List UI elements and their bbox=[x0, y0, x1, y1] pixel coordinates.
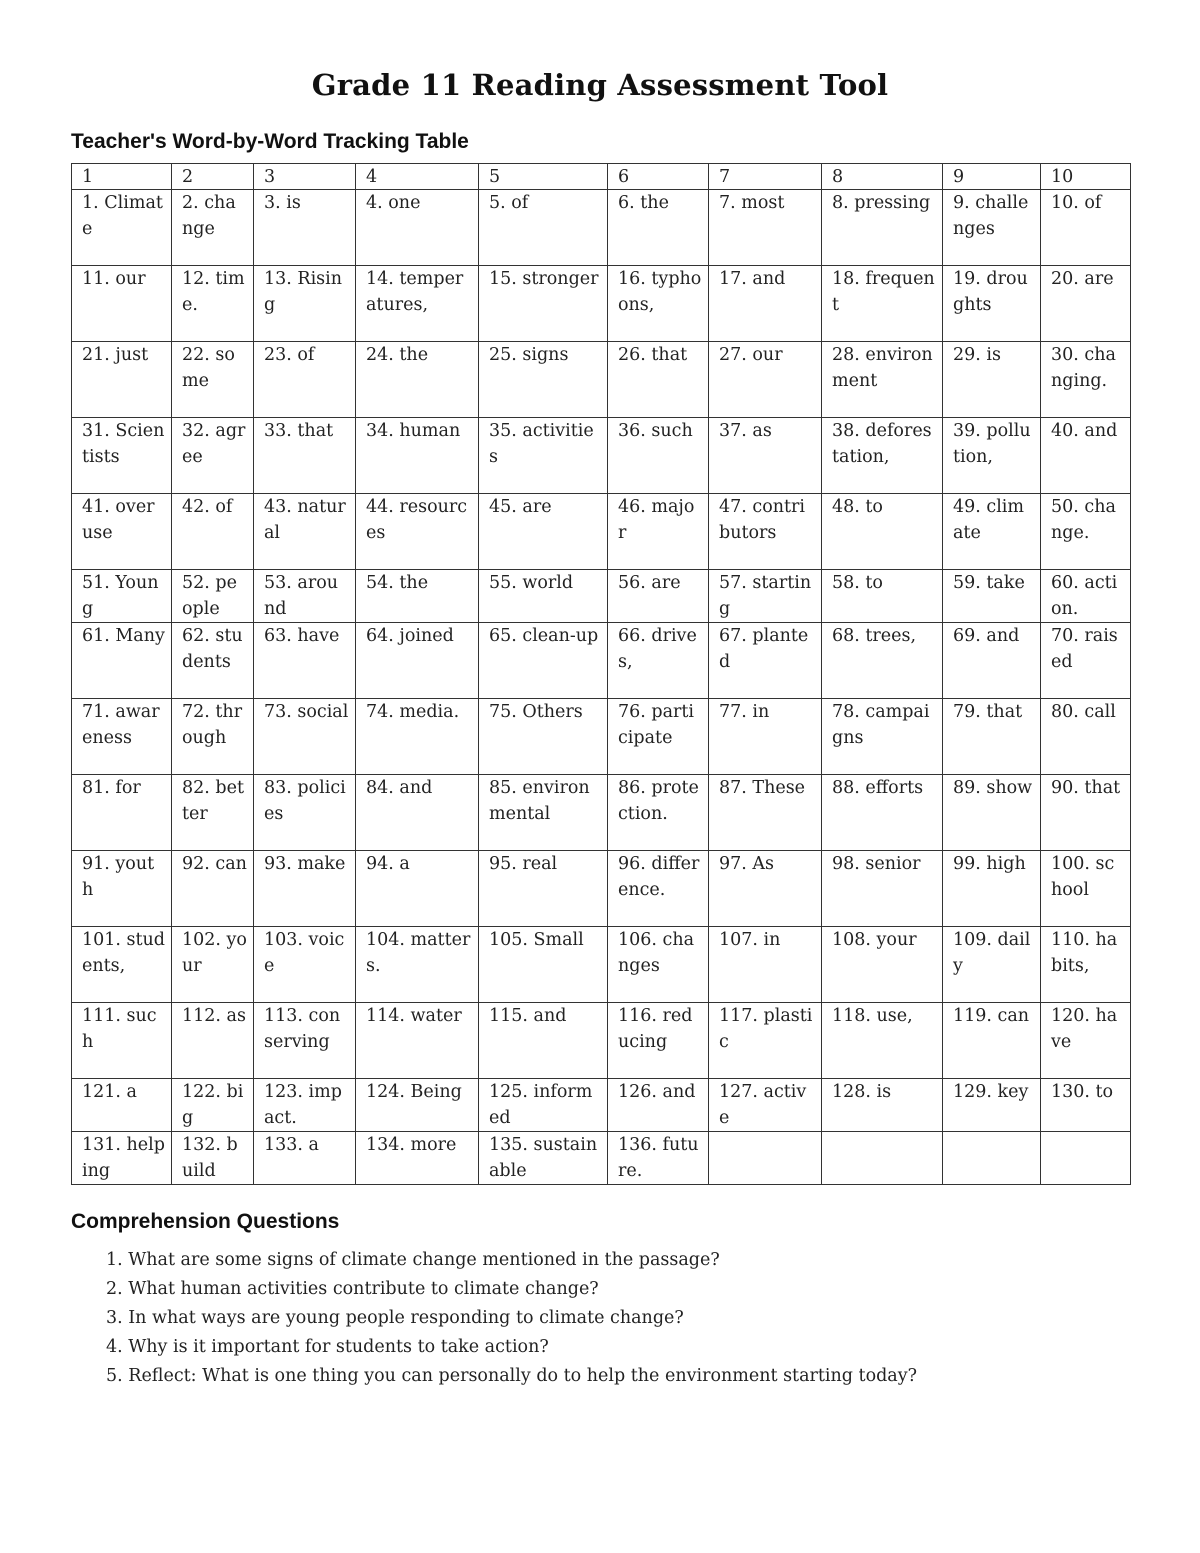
word-cell: 20. are bbox=[1041, 266, 1131, 342]
word-cell: 34. human bbox=[356, 418, 479, 494]
word-cell: 100. school bbox=[1041, 851, 1131, 927]
word-cell: 6. the bbox=[608, 190, 709, 266]
column-header: 6 bbox=[608, 164, 709, 190]
word-cell: 49. climate bbox=[943, 494, 1041, 570]
column-header: 7 bbox=[709, 164, 822, 190]
word-cell: 72. through bbox=[172, 699, 254, 775]
word-cell: 88. efforts bbox=[822, 775, 943, 851]
word-cell: 25. signs bbox=[479, 342, 608, 418]
word-cell: 56. are bbox=[608, 570, 709, 623]
word-cell: 68. trees, bbox=[822, 623, 943, 699]
word-cell: 119. can bbox=[943, 1003, 1041, 1079]
word-cell: 93. make bbox=[254, 851, 356, 927]
word-cell: 33. that bbox=[254, 418, 356, 494]
word-cell: 14. temperatures, bbox=[356, 266, 479, 342]
word-cell: 45. are bbox=[479, 494, 608, 570]
word-cell: 78. campaigns bbox=[822, 699, 943, 775]
word-cell: 43. natural bbox=[254, 494, 356, 570]
word-cell: 12. time. bbox=[172, 266, 254, 342]
word-cell: 54. the bbox=[356, 570, 479, 623]
word-cell: 9. challenges bbox=[943, 190, 1041, 266]
word-cell: 84. and bbox=[356, 775, 479, 851]
word-cell: 110. habits, bbox=[1041, 927, 1131, 1003]
word-cell: 24. the bbox=[356, 342, 479, 418]
word-cell: 99. high bbox=[943, 851, 1041, 927]
word-cell: 89. show bbox=[943, 775, 1041, 851]
column-header: 2 bbox=[172, 164, 254, 190]
word-cell: 111. such bbox=[72, 1003, 172, 1079]
page-title: Grade 11 Reading Assessment Tool bbox=[311, 68, 889, 102]
word-cell: 105. Small bbox=[479, 927, 608, 1003]
word-cell: 38. deforestation, bbox=[822, 418, 943, 494]
word-cell: 17. and bbox=[709, 266, 822, 342]
word-cell: 35. activities bbox=[479, 418, 608, 494]
word-cell: 98. senior bbox=[822, 851, 943, 927]
word-cell: 115. and bbox=[479, 1003, 608, 1079]
word-cell: 21. just bbox=[72, 342, 172, 418]
table-row bbox=[72, 699, 1131, 775]
word-cell: 63. have bbox=[254, 623, 356, 699]
table-row bbox=[72, 775, 1131, 851]
word-cell: 120. have bbox=[1041, 1003, 1131, 1079]
word-cell: 112. as bbox=[172, 1003, 254, 1079]
column-header: 4 bbox=[356, 164, 479, 190]
word-cell: 118. use, bbox=[822, 1003, 943, 1079]
word-cell: 135. sustainable bbox=[479, 1132, 608, 1185]
word-cell: 59. take bbox=[943, 570, 1041, 623]
column-header: 3 bbox=[254, 164, 356, 190]
word-cell: 51. Young bbox=[72, 570, 172, 623]
question-item bbox=[106, 1304, 917, 1333]
word-cell: 86. protection. bbox=[608, 775, 709, 851]
word-cell: 58. to bbox=[822, 570, 943, 623]
word-cell: 69. and bbox=[943, 623, 1041, 699]
word-cell: 15. stronger bbox=[479, 266, 608, 342]
column-header: 5 bbox=[479, 164, 608, 190]
comprehension-questions bbox=[106, 1246, 917, 1391]
table-row bbox=[72, 494, 1131, 570]
word-cell: 60. action. bbox=[1041, 570, 1131, 623]
word-cell: 39. pollution, bbox=[943, 418, 1041, 494]
word-cell: 44. resources bbox=[356, 494, 479, 570]
word-cell: 50. change. bbox=[1041, 494, 1131, 570]
table-row bbox=[72, 1132, 1131, 1185]
word-cell: 19. droughts bbox=[943, 266, 1041, 342]
word-cell: 23. of bbox=[254, 342, 356, 418]
word-cell: 114. water bbox=[356, 1003, 479, 1079]
table-row bbox=[72, 266, 1131, 342]
table-row bbox=[72, 418, 1131, 494]
word-cell: 16. typhoons, bbox=[608, 266, 709, 342]
word-cell: 30. changing. bbox=[1041, 342, 1131, 418]
word-cell: 8. pressing bbox=[822, 190, 943, 266]
word-cell: 91. youth bbox=[72, 851, 172, 927]
word-cell: 124. Being bbox=[356, 1079, 479, 1132]
word-cell: 76. participate bbox=[608, 699, 709, 775]
table-row bbox=[72, 570, 1131, 623]
word-cell: 83. policies bbox=[254, 775, 356, 851]
word-cell: 107. in bbox=[709, 927, 822, 1003]
word-cell: 18. frequent bbox=[822, 266, 943, 342]
word-cell: 134. more bbox=[356, 1132, 479, 1185]
word-cell: 102. your bbox=[172, 927, 254, 1003]
word-cell: 61. Many bbox=[72, 623, 172, 699]
word-cell: 29. is bbox=[943, 342, 1041, 418]
word-cell: 121. a bbox=[72, 1079, 172, 1132]
table-row bbox=[72, 190, 1131, 266]
word-cell bbox=[822, 1132, 943, 1185]
table-row bbox=[72, 1003, 1131, 1079]
word-cell: 96. difference. bbox=[608, 851, 709, 927]
word-cell: 136. future. bbox=[608, 1132, 709, 1185]
word-cell: 46. major bbox=[608, 494, 709, 570]
word-cell: 104. matters. bbox=[356, 927, 479, 1003]
word-cell: 75. Others bbox=[479, 699, 608, 775]
word-cell: 126. and bbox=[608, 1079, 709, 1132]
word-cell: 131. helping bbox=[72, 1132, 172, 1185]
word-cell: 92. can bbox=[172, 851, 254, 927]
word-cell: 32. agree bbox=[172, 418, 254, 494]
word-cell: 65. clean-up bbox=[479, 623, 608, 699]
word-cell: 128. is bbox=[822, 1079, 943, 1132]
word-cell: 3. is bbox=[254, 190, 356, 266]
word-cell: 11. our bbox=[72, 266, 172, 342]
word-cell: 10. of bbox=[1041, 190, 1131, 266]
word-cell: 37. as bbox=[709, 418, 822, 494]
word-cell: 48. to bbox=[822, 494, 943, 570]
question-item bbox=[106, 1362, 917, 1391]
word-cell: 117. plastic bbox=[709, 1003, 822, 1079]
word-cell: 26. that bbox=[608, 342, 709, 418]
word-cell: 2. change bbox=[172, 190, 254, 266]
word-cell: 67. planted bbox=[709, 623, 822, 699]
word-cell: 62. students bbox=[172, 623, 254, 699]
word-cell: 64. joined bbox=[356, 623, 479, 699]
word-cell: 130. to bbox=[1041, 1079, 1131, 1132]
word-cell: 55. world bbox=[479, 570, 608, 623]
column-header: 8 bbox=[822, 164, 943, 190]
word-cell: 5. of bbox=[479, 190, 608, 266]
word-cell: 53. around bbox=[254, 570, 356, 623]
word-cell: 116. reducing bbox=[608, 1003, 709, 1079]
word-cell: 7. most bbox=[709, 190, 822, 266]
question-text: What are some signs of climate change mentioned in the passage? bbox=[128, 1250, 720, 1270]
question-item bbox=[106, 1275, 917, 1304]
question-number: 3. bbox=[106, 1308, 129, 1328]
question-text: In what ways are young people responding to climate change? bbox=[128, 1308, 684, 1328]
word-cell: 41. overuse bbox=[72, 494, 172, 570]
table-title: Teacher's Word-by-Word Tracking Table bbox=[71, 130, 469, 153]
column-header: 10 bbox=[1041, 164, 1131, 190]
question-text: Reflect: What is one thing you can personally do to help the environment starting today? bbox=[128, 1366, 918, 1386]
word-cell: 133. a bbox=[254, 1132, 356, 1185]
word-cell: 70. raised bbox=[1041, 623, 1131, 699]
word-cell: 97. As bbox=[709, 851, 822, 927]
word-cell: 22. some bbox=[172, 342, 254, 418]
word-cell: 101. students, bbox=[72, 927, 172, 1003]
table-row bbox=[72, 851, 1131, 927]
word-cell: 103. voice bbox=[254, 927, 356, 1003]
question-text: Why is it important for students to take action? bbox=[128, 1337, 549, 1357]
question-number: 5. bbox=[106, 1366, 129, 1386]
word-cell: 40. and bbox=[1041, 418, 1131, 494]
word-cell: 106. changes bbox=[608, 927, 709, 1003]
word-cell: 80. call bbox=[1041, 699, 1131, 775]
word-cell: 1. Climate bbox=[72, 190, 172, 266]
word-cell bbox=[943, 1132, 1041, 1185]
word-cell: 122. big bbox=[172, 1079, 254, 1132]
word-cell: 127. active bbox=[709, 1079, 822, 1132]
word-cell: 27. our bbox=[709, 342, 822, 418]
word-cell: 77. in bbox=[709, 699, 822, 775]
table-row bbox=[72, 342, 1131, 418]
table-header-row bbox=[72, 164, 1131, 190]
word-cell: 47. contributors bbox=[709, 494, 822, 570]
word-cell: 28. environment bbox=[822, 342, 943, 418]
table-row bbox=[72, 927, 1131, 1003]
word-cell: 42. of bbox=[172, 494, 254, 570]
word-cell: 87. These bbox=[709, 775, 822, 851]
word-cell: 73. social bbox=[254, 699, 356, 775]
word-cell: 74. media. bbox=[356, 699, 479, 775]
question-item bbox=[106, 1246, 917, 1275]
word-cell: 108. your bbox=[822, 927, 943, 1003]
word-cell: 71. awareness bbox=[72, 699, 172, 775]
word-cell: 95. real bbox=[479, 851, 608, 927]
word-cell bbox=[1041, 1132, 1131, 1185]
word-cell bbox=[709, 1132, 822, 1185]
word-cell: 125. informed bbox=[479, 1079, 608, 1132]
comprehension-title: Comprehension Questions bbox=[71, 1210, 340, 1233]
word-cell: 82. better bbox=[172, 775, 254, 851]
word-cell: 113. conserving bbox=[254, 1003, 356, 1079]
word-cell: 13. Rising bbox=[254, 266, 356, 342]
word-cell: 129. key bbox=[943, 1079, 1041, 1132]
table-row bbox=[72, 1079, 1131, 1132]
column-header: 9 bbox=[943, 164, 1041, 190]
question-number: 2. bbox=[106, 1279, 129, 1299]
word-cell: 90. that bbox=[1041, 775, 1131, 851]
column-header: 1 bbox=[72, 164, 172, 190]
word-cell: 81. for bbox=[72, 775, 172, 851]
word-cell: 109. daily bbox=[943, 927, 1041, 1003]
word-cell: 132. build bbox=[172, 1132, 254, 1185]
question-number: 4. bbox=[106, 1337, 129, 1357]
word-cell: 123. impact. bbox=[254, 1079, 356, 1132]
word-cell: 85. environmental bbox=[479, 775, 608, 851]
table-row bbox=[72, 623, 1131, 699]
question-text: What human activities contribute to climate change? bbox=[128, 1279, 599, 1299]
word-cell: 52. people bbox=[172, 570, 254, 623]
word-cell: 36. such bbox=[608, 418, 709, 494]
word-cell: 4. one bbox=[356, 190, 479, 266]
word-cell: 57. starting bbox=[709, 570, 822, 623]
word-cell: 66. drives, bbox=[608, 623, 709, 699]
question-number: 1. bbox=[106, 1250, 129, 1270]
word-cell: 79. that bbox=[943, 699, 1041, 775]
word-cell: 94. a bbox=[356, 851, 479, 927]
word-cell: 31. Scientists bbox=[72, 418, 172, 494]
question-item bbox=[106, 1333, 917, 1362]
word-tracking-table bbox=[71, 163, 1131, 1185]
